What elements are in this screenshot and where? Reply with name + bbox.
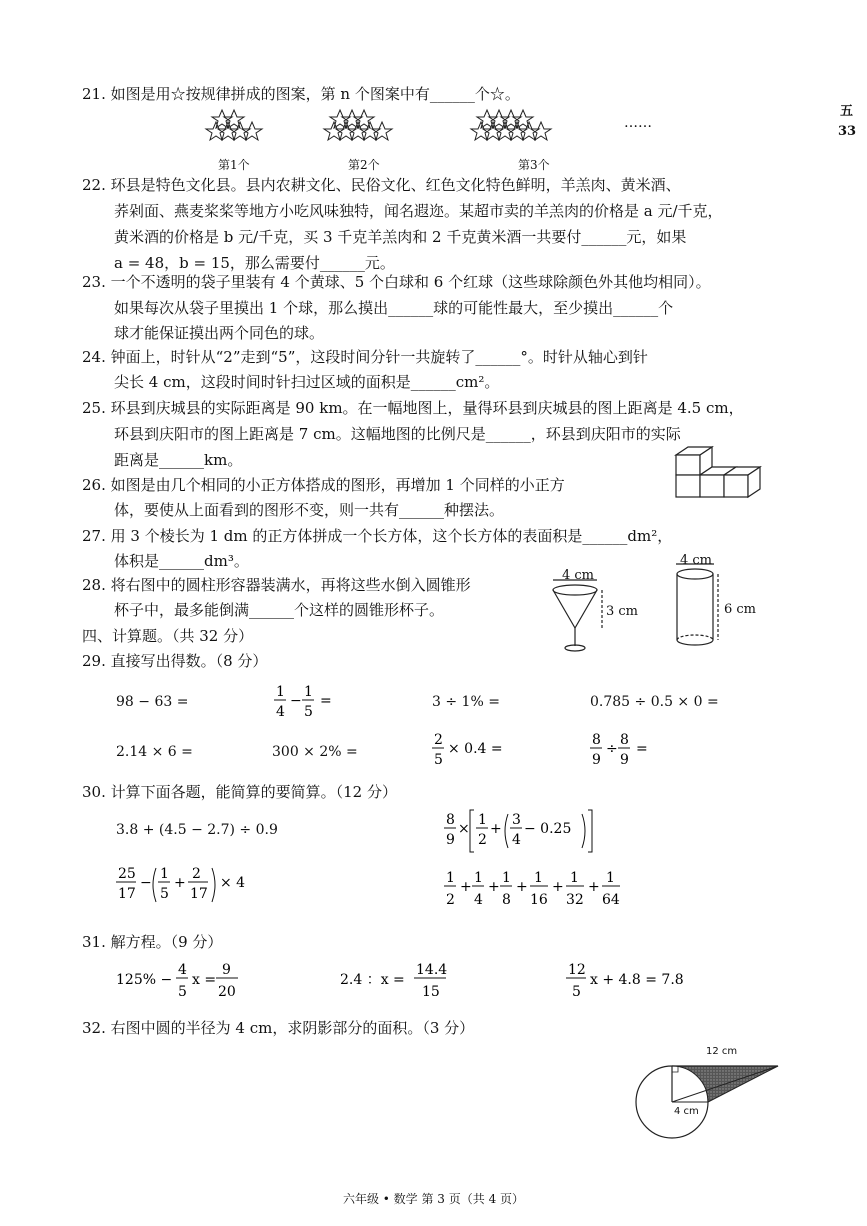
star-group-1 xyxy=(206,110,262,140)
expr: 2.4 ：x = xyxy=(340,972,405,988)
frac-num: 3 xyxy=(512,812,521,828)
svg-text:1: 1 xyxy=(474,870,483,886)
q29-item-6: 300 × 2% = xyxy=(272,744,358,760)
svg-text:1: 1 xyxy=(570,870,579,886)
frac-num: 1 xyxy=(160,866,169,882)
q29-item-1: 98 − 63 = xyxy=(116,694,189,710)
expr: 125% − xyxy=(116,972,173,988)
expr: x = xyxy=(192,972,217,988)
frac-num: 25 xyxy=(118,866,136,882)
q31-eq-2 xyxy=(338,958,458,1004)
question-30-title: 30. 计算下面各题，能简算的要简算。（12 分） xyxy=(82,783,397,801)
frac-num: 8 xyxy=(446,812,455,828)
op: − xyxy=(290,693,302,709)
pattern-caption-3: 第3个 xyxy=(518,158,550,172)
question-28-line-1: 28. 将右图中的圆柱形容器装满水，再将这些水倒入圆锥形 xyxy=(82,576,471,594)
pattern-ellipsis: …… xyxy=(624,115,652,131)
cubes-figure xyxy=(666,445,776,515)
q30-expr-4 xyxy=(442,866,622,914)
cylinder-height-label: 6 cm xyxy=(724,602,757,617)
frac-den: 5 xyxy=(178,984,187,1000)
frac-num: 2 xyxy=(192,866,201,882)
frac-den: 15 xyxy=(422,984,440,1000)
question-23-line-3: 球才能保证摸出两个同色的球。 xyxy=(114,324,325,342)
svg-text:+: + xyxy=(552,879,564,895)
q29-item-5: 2.14 × 6 = xyxy=(116,744,193,760)
star-group-3 xyxy=(471,110,551,140)
q29-item-3: 3 ÷ 1% = xyxy=(432,694,500,710)
star-group-2 xyxy=(324,110,392,140)
cone-diameter-label: 4 cm xyxy=(562,568,595,583)
q30-expr-3 xyxy=(114,860,274,910)
expr: × 4 xyxy=(220,875,246,891)
frac-den: 32 xyxy=(566,892,584,908)
q30-expr-1: 3.8 + (4.5 − 2.7) ÷ 0.9 xyxy=(116,822,278,838)
question-25-line-1: 25. 环县到庆城县的实际距离是 90 km。在一幅地图上，量得环县到庆城县的图上距离是 4.5 cm， xyxy=(82,399,744,417)
q29-item-7 xyxy=(430,728,510,772)
question-23-line-2: 如果每次从袋子里摸出 1 个球，那么摸出______球的可能性最大，至少摸出______个 xyxy=(114,299,674,317)
shape-radius-label: 4 cm xyxy=(674,1106,699,1117)
frac-den: 2 xyxy=(446,892,455,908)
frac-den: 5 xyxy=(304,704,313,720)
op: ÷ xyxy=(606,741,618,757)
svg-text:1: 1 xyxy=(446,870,455,886)
equals: = xyxy=(320,693,332,709)
frac-den: 16 xyxy=(530,892,548,908)
op: + xyxy=(174,875,186,891)
question-27-line-1: 27. 用 3 个棱长为 1 dm 的正方体拼成一个长方体，这个长方体的表面积是______dm²， xyxy=(82,527,673,545)
frac-den: 5 xyxy=(160,886,169,902)
frac-num: 12 xyxy=(568,962,586,978)
expr: x + 4.8 = 7.8 xyxy=(590,972,684,988)
pattern-caption-1: 第1个 xyxy=(218,158,250,172)
q29-item-8 xyxy=(588,728,658,772)
question-23-line-1: 23. 一个不透明的袋子里装有 4 个黄球、5 个白球和 6 个红球（这些球除颜色外其他均相同）。 xyxy=(82,273,711,291)
question-22-line-4: a = 48，b = 15，那么需要付______元。 xyxy=(114,254,395,272)
frac-num: 1 xyxy=(304,684,313,700)
question-27-line-2: 体积是______dm³。 xyxy=(114,552,249,570)
expr: × 0.4 = xyxy=(448,741,503,757)
svg-text:+: + xyxy=(588,879,600,895)
question-29-title: 29. 直接写出得数。（8 分） xyxy=(82,652,268,670)
question-26-line-2: 体，要使从上面看到的图形不变，则一共有______种摆法。 xyxy=(114,501,505,519)
frac-den: 9 xyxy=(592,752,601,768)
question-26-line-1: 26. 如图是由几个相同的小正方体搭成的图形，再增加 1 个同样的小正方 xyxy=(82,476,565,494)
frac-den: 5 xyxy=(434,752,443,768)
frac-num: 1 xyxy=(276,684,285,700)
frac-num: 14.4 xyxy=(416,962,448,978)
frac-num: 1 xyxy=(478,812,487,828)
op: × xyxy=(458,821,470,837)
q29-item-4: 0.785 ÷ 0.5 × 0 = xyxy=(590,694,719,710)
frac-num: 2 xyxy=(434,732,443,748)
page-footer: 六年级 • 数学 第 3 页（共 4 页） xyxy=(342,1192,525,1206)
frac-den: 4 xyxy=(276,704,285,720)
cone-height-label: 3 cm xyxy=(606,604,639,619)
question-28-line-2: 杯子中，最多能倒满______个这样的圆锥形杯子。 xyxy=(114,601,445,619)
svg-text:+: + xyxy=(460,879,472,895)
frac-den: 4 xyxy=(474,892,483,908)
side-mark-1: 五 xyxy=(840,104,854,119)
question-31-title: 31. 解方程。（9 分） xyxy=(82,933,223,951)
op: − xyxy=(140,875,152,891)
question-25-line-3: 距离是______km。 xyxy=(114,451,243,469)
q29-item-2 xyxy=(272,680,342,724)
frac-den: 20 xyxy=(218,984,236,1000)
svg-text:1: 1 xyxy=(606,870,615,886)
frac-den: 5 xyxy=(572,984,581,1000)
frac-den: 9 xyxy=(446,832,455,848)
frac-den: 8 xyxy=(502,892,511,908)
frac-den: 9 xyxy=(620,752,629,768)
question-22-line-2: 荞剁面、燕麦桨桨等地方小吃风味独特，闻名遐迩。某超市卖的羊羔肉的价格是 a 元/千克， xyxy=(114,202,723,220)
question-24-line-2: 尖长 4 cm，这段时间时针扫过区域的面积是______cm²。 xyxy=(114,373,500,391)
frac-den: 64 xyxy=(602,892,620,908)
frac-num: 8 xyxy=(592,732,601,748)
frac-num: 9 xyxy=(222,962,231,978)
side-mark-2: 33 xyxy=(838,124,857,139)
q31-eq-1 xyxy=(114,958,254,1004)
equals: = xyxy=(636,741,648,757)
frac-den: 4 xyxy=(512,832,521,848)
q30-expr-2 xyxy=(442,806,602,856)
q31-eq-3 xyxy=(566,958,696,1004)
question-24-line-1: 24. 钟面上，时针从“2”走到“5”，这段时间分针一共旋转了______°。时针从轴心到针 xyxy=(82,348,648,366)
section-4-heading: 四、计算题。（共 32 分） xyxy=(82,627,254,645)
question-32-title: 32. 右图中圆的半径为 4 cm，求阴影部分的面积。（3 分） xyxy=(82,1019,475,1037)
frac-num: 4 xyxy=(178,962,187,978)
question-21: 21. 如图是用☆按规律拼成的图案，第 n 个图案中有______个☆。 xyxy=(82,85,520,103)
question-25-line-2: 环县到庆阳市的图上距离是 7 cm。这幅地图的比例尺是______，环县到庆阳市的实际 xyxy=(114,425,681,443)
svg-text:1: 1 xyxy=(502,870,511,886)
question-22-line-3: 黄米酒的价格是 b 元/千克，买 3 千克羊羔肉和 2 千克黄米酒一共要付______元，如果 xyxy=(114,228,687,246)
op: + xyxy=(490,821,502,837)
svg-text:+: + xyxy=(488,879,500,895)
svg-text:1: 1 xyxy=(534,870,543,886)
shape-top-length-label: 12 cm xyxy=(706,1046,738,1057)
frac-den: 17 xyxy=(190,886,208,902)
pattern-caption-2: 第2个 xyxy=(348,158,380,172)
star-pattern-figure xyxy=(200,108,640,148)
cylinder-diameter-label: 4 cm xyxy=(680,553,713,568)
frac-den: 17 xyxy=(118,886,136,902)
frac-num: 8 xyxy=(620,732,629,748)
frac-den: 2 xyxy=(478,832,487,848)
svg-text:+: + xyxy=(516,879,528,895)
expr: − 0.25 xyxy=(524,821,572,837)
question-22-line-1: 22. 环县是特色文化县。县内农耕文化、民俗文化、红色文化特色鲜明，羊羔肉、黄米酒、 xyxy=(82,176,681,194)
